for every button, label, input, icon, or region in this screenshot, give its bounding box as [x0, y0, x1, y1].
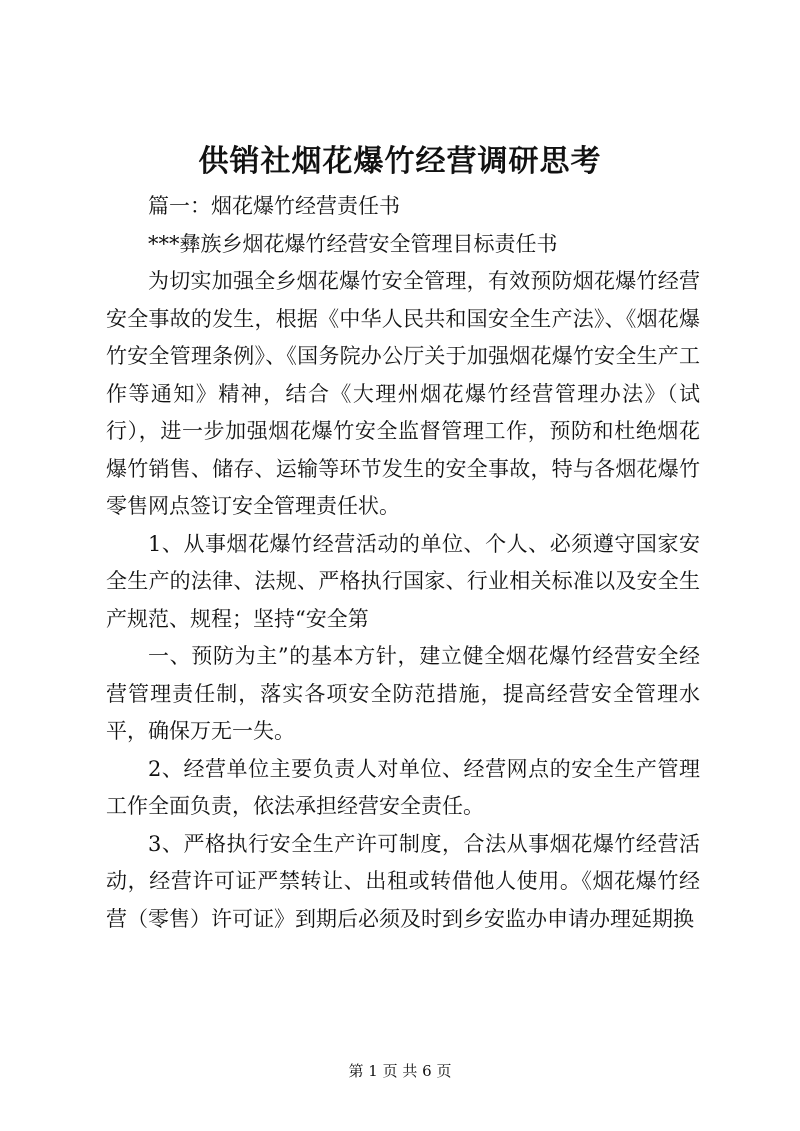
document-title: 供销社烟花爆竹经营调研思考 — [198, 144, 602, 179]
document-body — [106, 188, 700, 938]
section-heading: 篇一：烟花爆竹经营责任书 — [148, 194, 400, 218]
paragraph: 3、严格执行安全生产许可制度，合法从事烟花爆竹经营活动，经营许可证严禁转让、出租或转借他人使用。《烟花爆竹经营（零售）许可证》到期后必须及时到乡安监办申请办理延期换 — [106, 831, 700, 931]
paragraph: 为切实加强全乡烟花爆竹安全管理，有效预防烟花爆竹经营安全事故的发生，根据《中华人民共和国安全生产法》、《烟花爆竹安全管理条例》、《国务院办公厅关于加强烟花爆竹安全生产工作等通知》精神，结合《大理州烟花爆竹经营管理办法》（试行），进一步加强烟花爆竹安全监督管理工作，预防和杜绝烟花爆竹销售、储存、运输等环节发生的安全事故，特与各烟花爆竹零售网点签订安全管理责任状。 — [106, 269, 700, 518]
document-subtitle: ***彝族乡烟花爆竹经营安全管理目标责任书 — [148, 231, 558, 256]
paragraph: 1、从事烟花爆竹经营活动的单位、个人、必须遵守国家安全生产的法律、法规、严格执行国家、行业相关标准以及安全生产规范、规程；坚持“安全第 — [106, 531, 700, 631]
paragraph: 一、预防为主”的基本方针，建立健全烟花爆竹经营安全经营管理责任制，落实各项安全防范措施，提高经营安全管理水平，确保万无一失。 — [106, 644, 700, 743]
page-footer: 第 1 页 共 6 页 — [348, 1062, 452, 1080]
paragraph: 2、经营单位主要负责人对单位、经营网点的安全生产管理工作全面负责，依法承担经营安全责任。 — [106, 756, 700, 818]
